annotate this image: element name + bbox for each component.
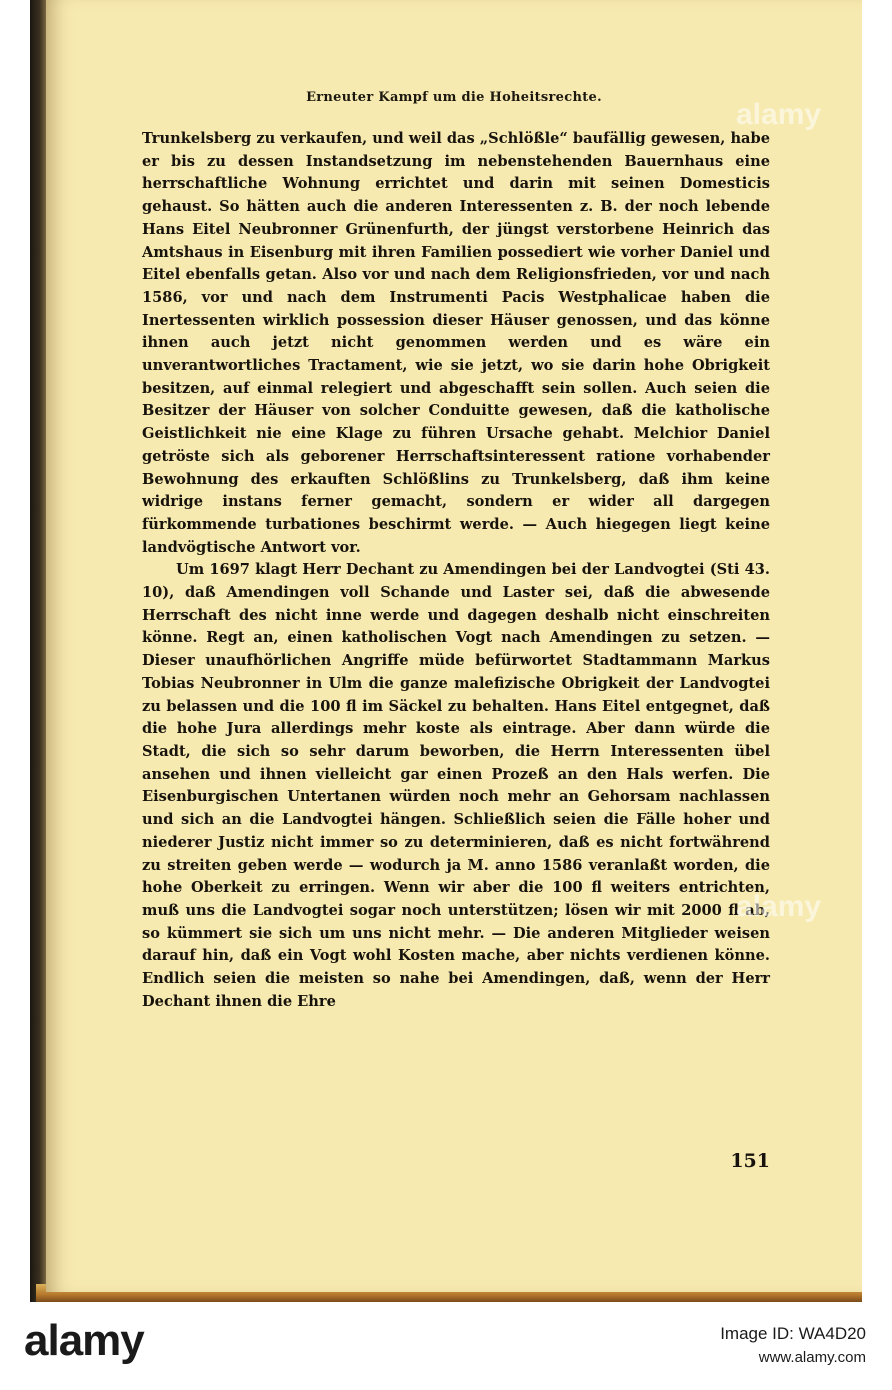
running-head: Erneuter Kampf um die Hoheitsrechte.	[306, 90, 602, 105]
stock-footer-bar	[0, 1302, 892, 1390]
footer-meta	[720, 1322, 866, 1370]
body-text	[142, 128, 770, 1013]
watermark: alamy	[736, 98, 822, 131]
paragraph: Um 1697 klagt Herr Dechant zu Amendingen bei der Landvogtei (Sti 43. 10), daß Amendingen voll Schande und Laster sei, daß die abwesende Herrschaft des nicht inne werde und dagegen deshalb nicht einschreiten könne. Regt an, einen katholischen Vogt nach Amendingen zu setzen. — Dieser unaufhörlichen Angriffe müde befürwortet Stadtammann Markus Tobias Neubronner in Ulm die ganze malefizische Obrigkeit der Landvogtei zu belassen und die 100 fl im Säckel zu behalten. Hans Eitel entgegnet, daß die hohe Jura allerdings mehr koste als eintrage. Aber dann würde die Stadt, die sich so sehr darum beworben, die Herrn Interessenten übel ansehen und ihnen vielleicht gar einen Prozeß an den Hals werfen. Die Eisenburgischen Untertanen würden noch mehr an Gehorsam nachlassen und sich an die Landvogtei hängen. Schließlich seien die Fälle hoher und niederer Justiz nicht immer so zu determinieren, daß es nicht fortwährend zu streiten geben werde — wodurch ja M. anno 1586 veranlaßt worden, die hohe Oberkeit zu erringen. Wenn wir aber die 100 fl weiters entrichten, muß uns die Landvogtei sogar noch unterstützen; lösen wir mit 2000 fl ab, so kümmert sie sich um uns nicht mehr. — Die anderen Mitglieder weisen darauf hin, daß ein Vogt wohl Kosten mache, aber nichts verdienen könne. Endlich seien die meisten so nahe bei Amendingen, daß, wenn der Herr Dechant ihnen die Ehre	[142, 561, 770, 1010]
paragraph: Trunkelsberg zu verkaufen, und weil das „Schlößle“ baufällig gewesen, habe er bis zu dessen Instandsetzung im nebenstehenden Bauernhaus eine herrschaftliche Wohnung errichtet und darin mit seinen Domesticis gehaust. So hätten auch die anderen Interessenten z. B. der noch lebende Hans Eitel Neubronner Grünenfurth, der jüngst verstorbene Heinrich das Amtshaus in Eisenburg mit ihren Familien possediert wie vorher Daniel und Eitel ebenfalls getan. Also vor und nach dem Religionsfrieden, vor und nach 1586, vor und nach dem Instrumenti Pacis Westphalicae haben die Inertessenten wirklich possession dieser Häuser genossen, und das könne ihnen auch jetzt nicht genommen werden und es wäre ein unverantwortliches Tractament, wie sie jetzt, wo sie darin hohe Obrigkeit besitzen, auf einmal relegiert und abgeschafft sein sollen. Auch seien die Besitzer der Häuser von solcher Conduitte gewesen, daß die katholische Geistlichkeit nie eine Klage zu führen Ursache gehabt. Melchior Daniel getröste sich als geborener Herrschaftsinteressent ratione vorhabender Bewohnung des erkauften Schlößlins zu Trunkelsberg, daß ihm keine widrige instans ferner gemacht, sondern er wider all dargegen fürkommende turbationes beschirmt werde. — Auch hiegegen liegt keine landvögtische Antwort vor.	[142, 130, 770, 556]
watermark: alamy	[736, 890, 822, 923]
footer-url[interactable]: www.alamy.com	[758, 1349, 866, 1366]
image-id: Image ID: WA4D20	[720, 1324, 866, 1343]
page-number: 151	[730, 1150, 770, 1172]
book-page	[46, 0, 862, 1292]
alamy-logo: alamy	[24, 1316, 144, 1365]
